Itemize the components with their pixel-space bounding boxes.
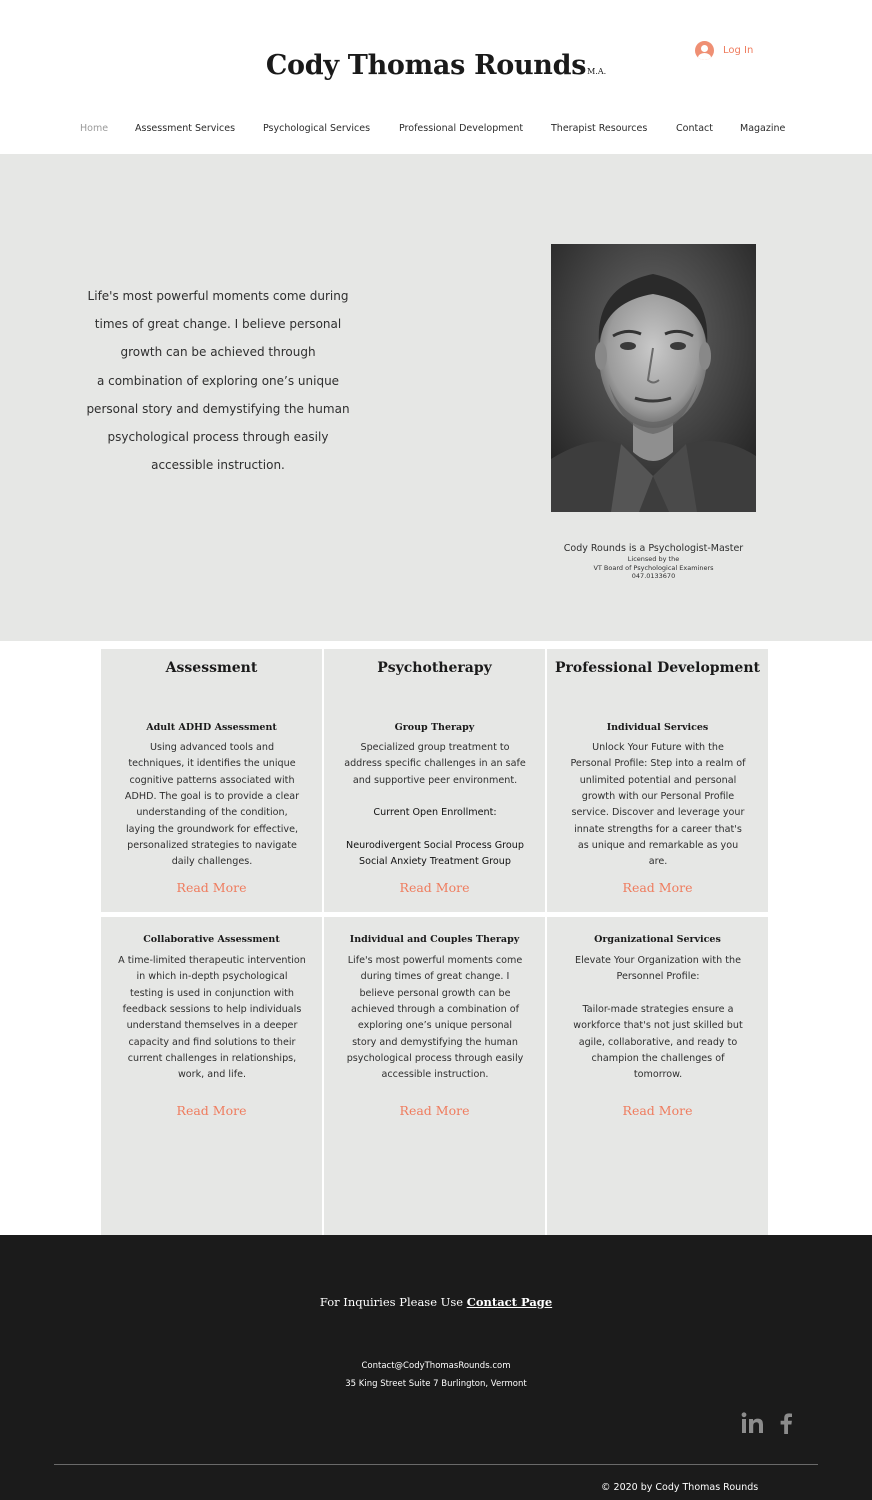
nav-item-home[interactable]: Home xyxy=(80,123,109,134)
card-line: understanding of the condition, xyxy=(136,807,288,819)
contact-page-link[interactable]: Contact Page xyxy=(466,1295,553,1309)
hero-line: Life's most powerful moments come during xyxy=(87,289,349,303)
card-line: are. xyxy=(648,856,668,868)
caption-line: Licensed by the xyxy=(627,555,680,563)
read-more-link[interactable]: Read More xyxy=(399,1103,470,1118)
card-line: understand themselves in a deeper xyxy=(126,1020,298,1032)
facebook-icon[interactable] xyxy=(779,1412,793,1438)
card-heading: Psychotherapy xyxy=(377,660,492,676)
card-line: and supportive peer environment. xyxy=(352,774,518,786)
card-line: achieved through a combination of xyxy=(350,1004,520,1016)
card-individual-couples-therapy xyxy=(324,917,545,1235)
card-line: personalized strategies to navigate xyxy=(127,840,297,852)
card-line: in which in-depth psychological xyxy=(136,971,288,983)
card-line: cognitive patterns associated with xyxy=(129,774,295,786)
card-subheading: Individual and Couples Therapy xyxy=(349,934,520,945)
card-line: unlimited potential and personal xyxy=(579,774,737,786)
card-line: workforce that's not just skilled but xyxy=(573,1020,743,1032)
card-line: Elevate Your Organization with the xyxy=(575,955,741,966)
card-line: exploring one’s unique personal xyxy=(357,1020,513,1032)
card-line: daily challenges. xyxy=(171,856,253,868)
card-line: believe personal growth can be xyxy=(359,987,511,999)
card-line: Unlock Your Future with the xyxy=(592,742,724,753)
card-collaborative-assessment xyxy=(101,917,322,1235)
card-line: current challenges in relationships, xyxy=(127,1053,297,1065)
site-name-suffix: M.A. xyxy=(587,67,607,76)
login-button[interactable] xyxy=(695,41,753,60)
card-line xyxy=(338,789,532,805)
card-heading: Professional Development xyxy=(555,660,760,676)
nav-item-magazine[interactable]: Magazine xyxy=(740,123,786,134)
read-more-link[interactable]: Read More xyxy=(622,1103,693,1118)
site-name[interactable]: Cody Thomas Rounds xyxy=(265,50,587,81)
card-line: testing is used in conjunction with xyxy=(129,987,295,999)
site-footer xyxy=(0,1235,872,1500)
card-line: tomorrow. xyxy=(633,1069,683,1081)
linkedin-icon[interactable] xyxy=(741,1412,764,1438)
nav-item-therapist-resources[interactable]: Therapist Resources xyxy=(551,123,648,134)
card-line: accessible instruction. xyxy=(381,1069,489,1081)
card-line: growth with our Personal Profile xyxy=(581,791,735,803)
card-subheading: Adult ADHD Assessment xyxy=(146,722,277,733)
card-body xyxy=(115,740,309,871)
card-line: address specific challenges in an safe xyxy=(344,758,526,770)
card-line: agile, collaborative, and ready to xyxy=(578,1036,738,1048)
card-line: capacity and find solutions to their xyxy=(128,1036,296,1048)
card-subheading: Collaborative Assessment xyxy=(143,934,280,945)
read-more-link[interactable]: Read More xyxy=(622,880,693,895)
hero-statement xyxy=(68,282,368,479)
card-body xyxy=(115,953,309,1084)
card-line xyxy=(561,986,755,1002)
card-line: Specialized group treatment to xyxy=(360,742,510,753)
nav-item-contact[interactable]: Contact xyxy=(676,123,713,134)
caption-title: Cody Rounds is a Psychologist-Master xyxy=(563,543,744,554)
license-caption xyxy=(551,542,756,581)
card-body xyxy=(338,740,532,871)
enrollment-group: Neurodivergent Social Process Group xyxy=(346,840,524,852)
card-line: laying the groundwork for effective, xyxy=(125,823,299,835)
card-professional-development xyxy=(547,649,768,912)
read-more-link[interactable]: Read More xyxy=(176,1103,247,1118)
inquiry-prefix: For Inquiries Please Use xyxy=(319,1295,464,1309)
card-assessment xyxy=(101,649,322,912)
card-line: techniques, it identifies the unique xyxy=(128,758,296,770)
card-line: Tailor-made strategies ensure a xyxy=(582,1004,734,1016)
card-line: story and demystifying the human xyxy=(352,1036,518,1048)
contact-email[interactable]: Contact@CodyThomasRounds.com xyxy=(361,1361,511,1371)
portrait-photo xyxy=(551,244,756,512)
card-organizational-services xyxy=(547,917,768,1235)
caption-line: VT Board of Psychological Examiners xyxy=(593,563,714,572)
card-line: ADHD. The goal is to provide a clear xyxy=(124,791,300,803)
card-line: Personal Profile: Step into a realm of xyxy=(570,758,746,770)
read-more-link[interactable]: Read More xyxy=(176,880,247,895)
caption-line: 047.0133670 xyxy=(631,572,676,580)
read-more-link[interactable]: Read More xyxy=(399,880,470,895)
hero-line: a combination of exploring one’s unique xyxy=(96,373,340,388)
nav-item-assessment-services[interactable]: Assessment Services xyxy=(135,123,236,134)
card-body xyxy=(338,953,532,1084)
card-subheading: Group Therapy xyxy=(394,722,475,733)
street-address: 35 King Street Suite 7 Burlington, Vermont xyxy=(345,1379,527,1389)
nav-item-professional-development[interactable]: Professional Development xyxy=(399,123,524,134)
card-line: during times of great change. I xyxy=(360,971,510,983)
inquiry-line xyxy=(0,1295,872,1309)
card-line: feedback sessions to help individuals xyxy=(122,1004,302,1016)
card-subheading: Organizational Services xyxy=(594,934,721,945)
hero-line: growth can be achieved through xyxy=(120,345,316,360)
enrollment-title: Current Open Enrollment: xyxy=(373,807,497,819)
hero-section xyxy=(0,154,872,641)
card-line: psychological process through easily xyxy=(346,1053,524,1065)
user-avatar-icon[interactable] xyxy=(695,41,714,60)
card-body xyxy=(561,740,755,871)
copyright-text: © 2020 by Cody Thomas Rounds xyxy=(601,1482,759,1493)
hero-line: times of great change. I believe personal xyxy=(94,317,342,332)
card-line: Life's most powerful moments come xyxy=(347,955,523,966)
card-line: Personnel Profile: xyxy=(616,971,700,983)
hero-line: accessible instruction. xyxy=(151,458,285,473)
card-line: service. Discover and leverage your xyxy=(571,807,745,819)
login-label[interactable]: Log In xyxy=(723,45,754,56)
hero-line: personal story and demystifying the human xyxy=(86,401,350,416)
card-line xyxy=(338,822,532,838)
card-heading: Assessment xyxy=(165,660,258,676)
card-psychotherapy xyxy=(324,649,545,912)
main-nav xyxy=(0,123,872,137)
card-line: champion the challenges of xyxy=(591,1053,725,1065)
card-line: innate strengths for a career that's xyxy=(574,823,742,835)
card-body xyxy=(561,953,755,1084)
nav-item-psychological-services[interactable]: Psychological Services xyxy=(263,123,371,134)
card-line: work, and life. xyxy=(177,1069,247,1081)
card-line: Using advanced tools and xyxy=(149,742,275,753)
card-subheading: Individual Services xyxy=(606,722,709,733)
card-line: as unique and remarkable as you xyxy=(577,840,739,852)
footer-divider xyxy=(54,1464,818,1465)
card-line: A time-limited therapeutic intervention xyxy=(118,955,306,966)
hero-line: psychological process through easily xyxy=(107,430,329,445)
enrollment-group: Social Anxiety Treatment Group xyxy=(359,856,511,868)
